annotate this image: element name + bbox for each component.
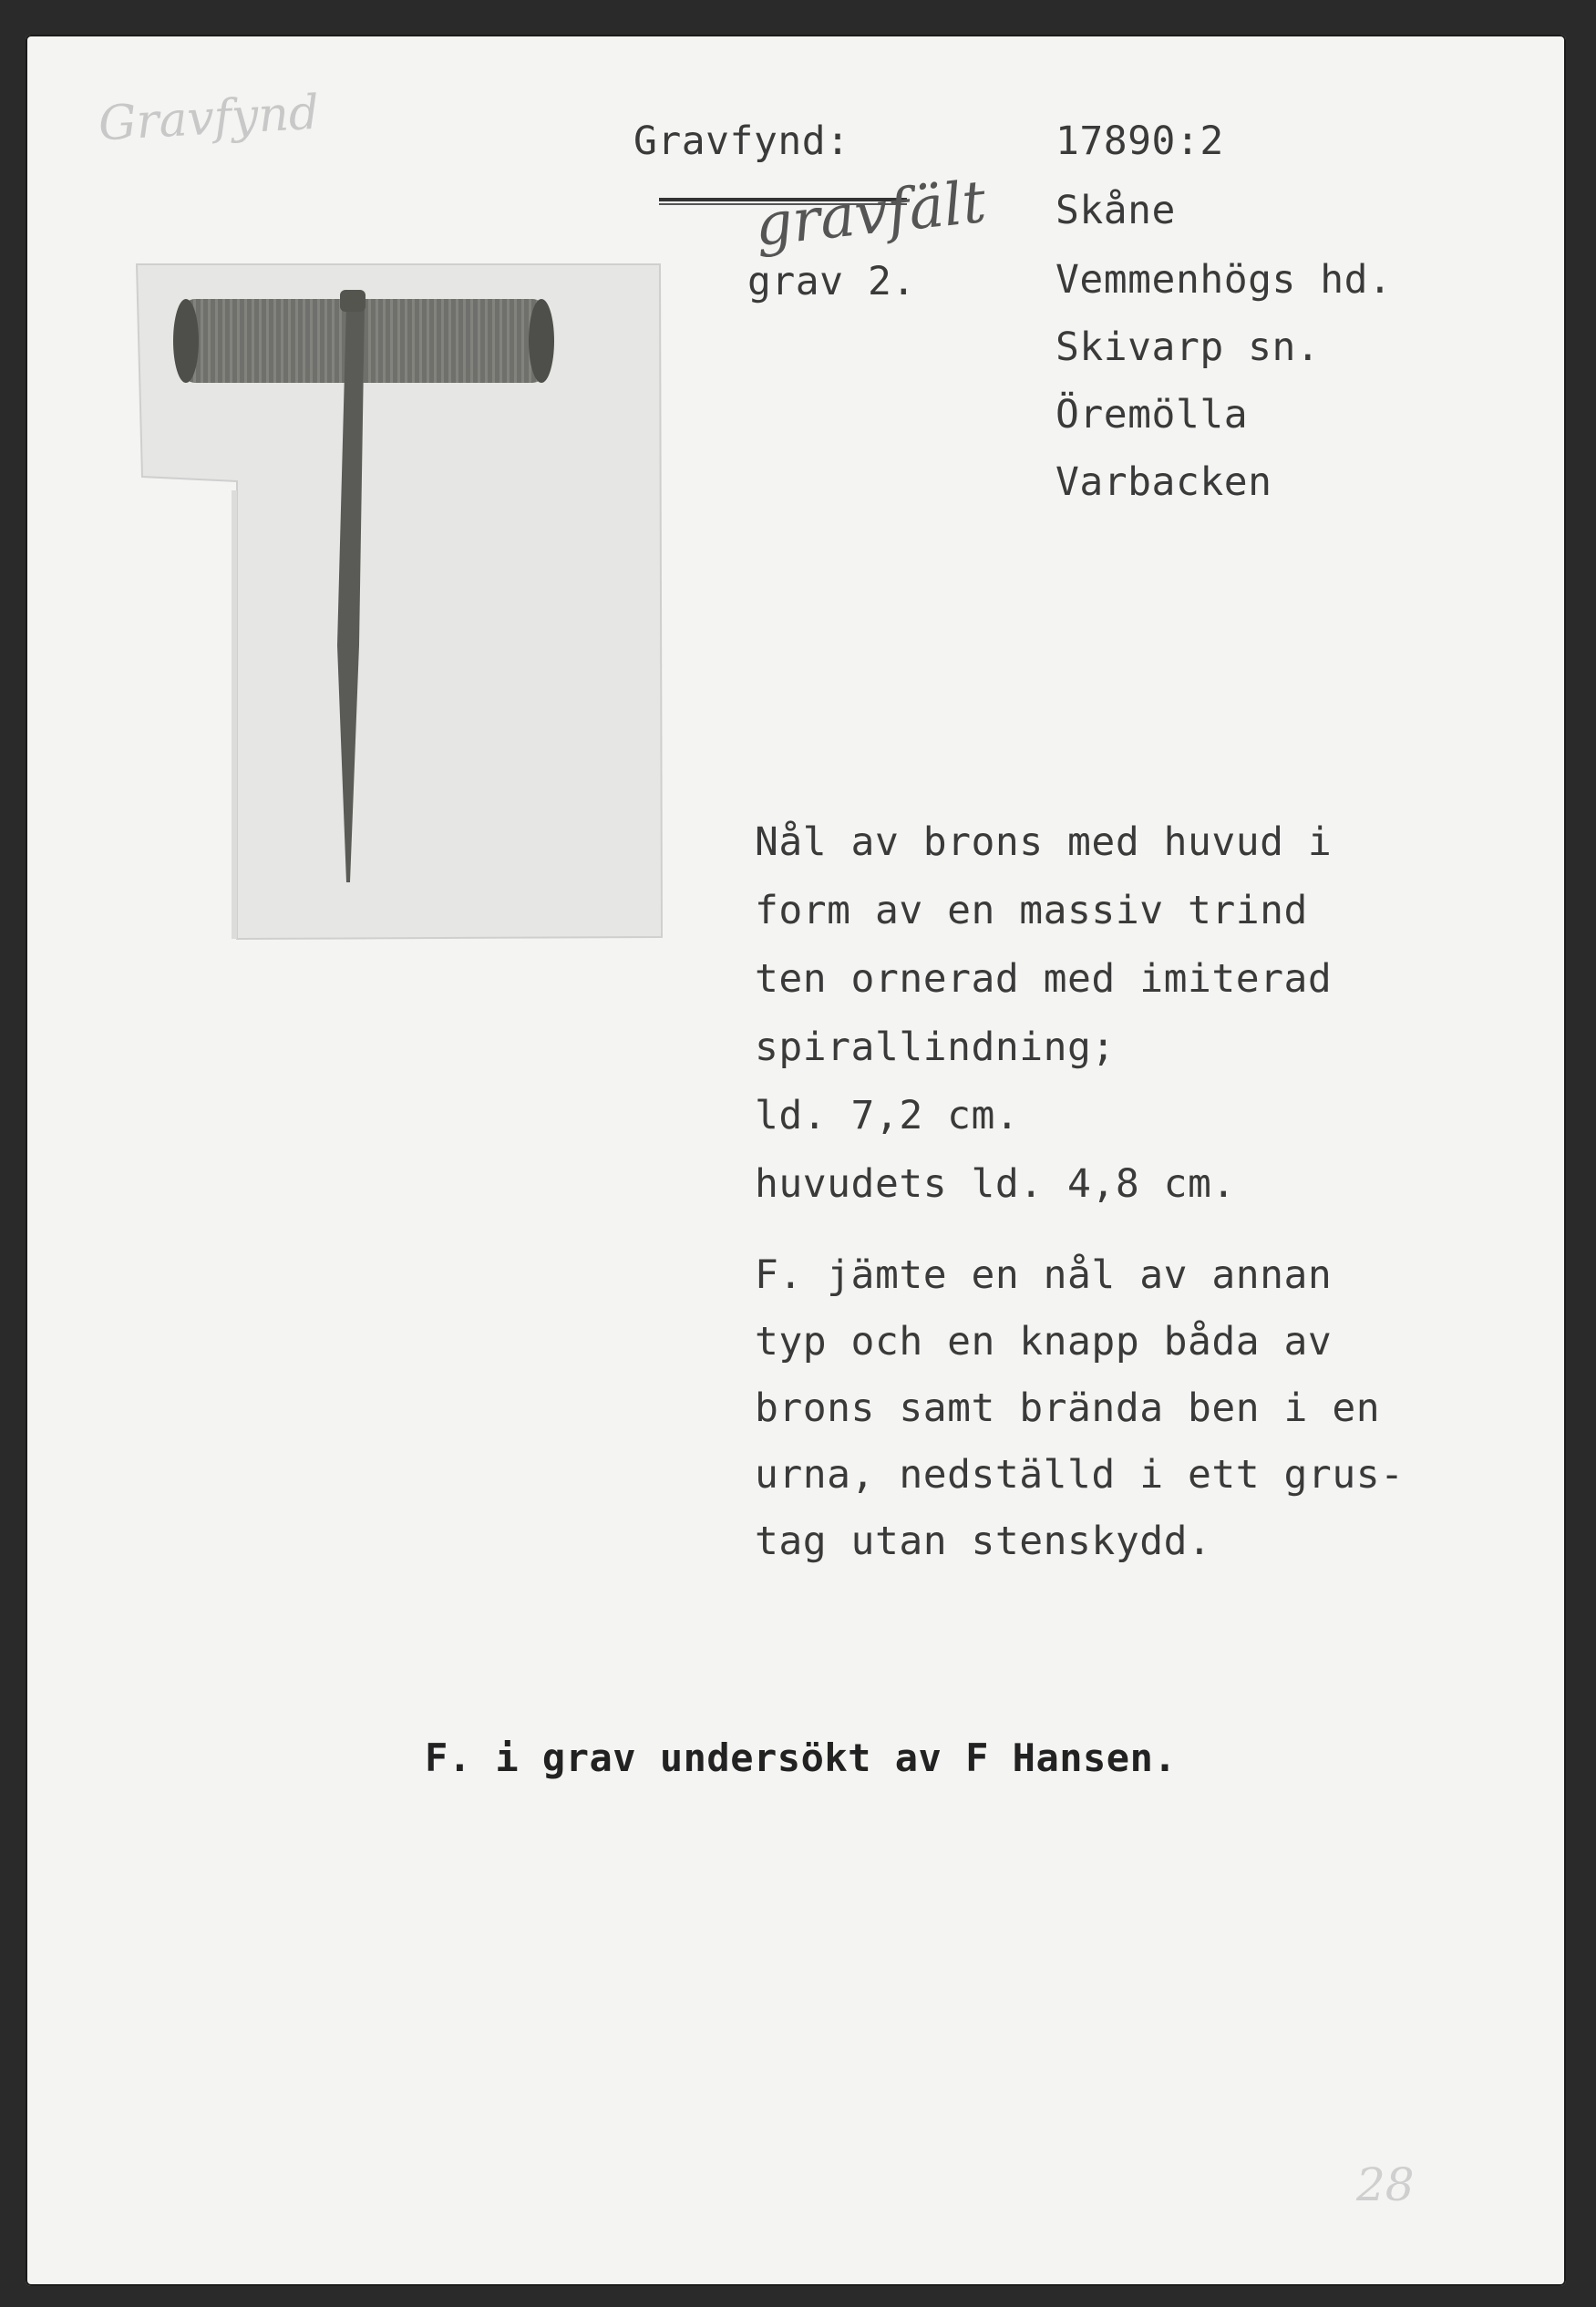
site: Varbacken <box>1055 459 1272 505</box>
context-line-4: urna, nedställd i ett grus- <box>755 1452 1405 1498</box>
description-line-6: huvudets ld. 4,8 cm. <box>755 1161 1236 1207</box>
description-line-4: spirallindning; <box>755 1025 1116 1070</box>
province: Skåne <box>1055 188 1176 233</box>
context-line-5: tag utan stenskydd. <box>755 1519 1212 1564</box>
catalog-card <box>26 35 1566 2286</box>
grave-number: grav 2. <box>747 259 916 304</box>
catalog-number: 17890:2 <box>1055 118 1224 164</box>
artifact-photo <box>135 263 668 942</box>
handwritten-correction: gravfält <box>751 168 990 261</box>
category-label: Gravfynd: <box>633 118 850 164</box>
handwritten-page-number: 28 <box>1356 2158 1415 2211</box>
context-line-1: F. jämte en nål av annan <box>755 1252 1333 1298</box>
description-line-3: ten ornerad med imiterad <box>755 956 1333 1002</box>
context-line-2: typ och en knapp båda av <box>755 1319 1333 1365</box>
context-line-3: brons samt brända ben i en <box>755 1385 1381 1431</box>
parish: Skivarp sn. <box>1055 324 1321 370</box>
hundred: Vemmenhögs hd. <box>1055 257 1393 303</box>
excavation-note: F. i grav undersökt av F Hansen. <box>425 1735 1178 1780</box>
description-line-2: form av en massiv trind <box>755 888 1308 933</box>
description-line-5: ld. 7,2 cm. <box>755 1093 1020 1138</box>
place: Öremölla <box>1055 392 1249 438</box>
description-line-1: Nål av brons med huvud i <box>755 819 1333 865</box>
handwritten-note-top-left: Gravfynd <box>97 85 321 152</box>
